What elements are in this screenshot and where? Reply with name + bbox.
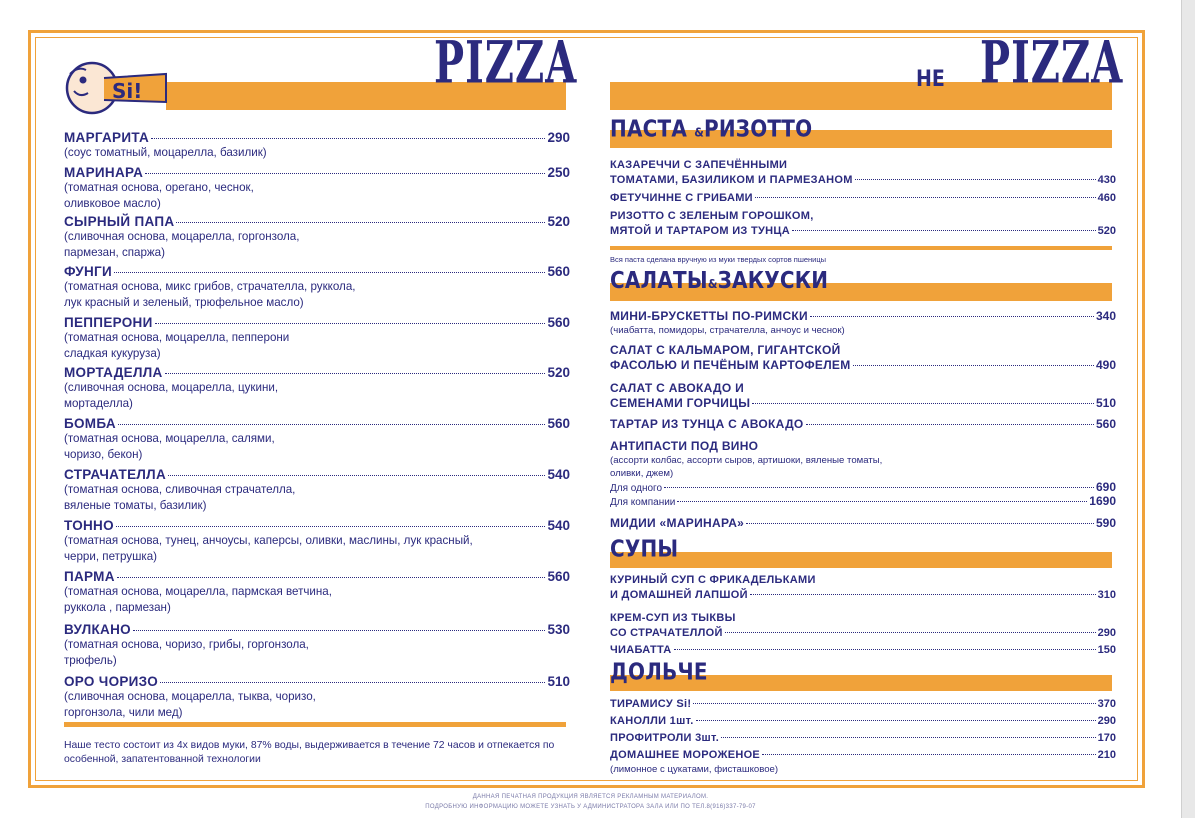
menu-item: САЛАТ С АВОКАДО И СЕМЕНАМИ ГОРЧИЦЫ 510	[610, 381, 1116, 410]
item-price: 560	[547, 264, 570, 279]
menu-item: КАНОЛЛИ 1шт. 290	[610, 715, 1116, 727]
pasta-title: ПАСТА &РИЗОТТО	[610, 114, 813, 142]
item-description: (томатная основа, орегано, чеснок,	[64, 181, 254, 194]
salads-title: САЛАТЫ&ЗАКУСКИ	[610, 266, 829, 294]
menu-item	[64, 130, 570, 161]
menu-item: РИЗОТТО С ЗЕЛЕНЫМ ГОРОШКОМ, МЯТОЙ И ТАРТАРОМ ИЗ ТУНЦА 520	[610, 210, 1116, 237]
menu-item: ФЕТУЧИННЕ С ГРИБАМИ 460	[610, 192, 1116, 204]
item-description: (сливочная основа, моцарелла, цукини,	[64, 381, 279, 394]
footer-line-1: ДАННАЯ ПЕЧАТНАЯ ПРОДУКЦИЯ ЯВЛЯЕТСЯ РЕКЛАМНЫМ МАТЕРИАЛОМ.	[472, 794, 709, 800]
left-bottom-bar	[64, 722, 566, 727]
item-name: ВУЛКАНО	[64, 622, 131, 637]
item-price: 530	[547, 622, 570, 637]
logo-text: Si!	[112, 79, 143, 103]
item-description: руккола , пармезан)	[64, 600, 171, 614]
item-description: (томатная основа, моцарелла, пепперони	[64, 331, 290, 344]
menu-item: МИНИ-БРУСКЕТТЫ ПО-РИМСКИ 340 (чиабатта, помидоры, страчателла, анчоус и чеснок)	[610, 309, 1116, 336]
menu-item: САЛАТ С КАЛЬМАРОМ, ГИГАНТСКОЙ ФАСОЛЬЮ И ПЕЧЁНЫМ КАРТОФЕЛЕМ 490	[610, 343, 1116, 372]
menu-item	[64, 518, 570, 564]
item-description: (томатная основа, моцарелла, пармская ветчина,	[64, 585, 332, 598]
item-price: 250	[547, 165, 570, 180]
menu-item	[64, 569, 570, 615]
item-name: ПАРМА	[64, 569, 115, 584]
item-name: ТОННО	[64, 518, 114, 533]
pasta-divider	[610, 246, 1112, 250]
footer-line-2: ПОДРОБНУЮ ИНФОРМАЦИЮ МОЖЕТЕ УЗНАТЬ У АДМИНИСТРАТОРА ЗАЛА ИЛИ ПО ТЕЛ.8(916)337-79-07	[425, 804, 756, 810]
item-name: СЫРНЫЙ ПАПА	[64, 214, 175, 229]
item-price: 520	[547, 365, 570, 380]
item-description: горгонзола, чили мед)	[64, 705, 183, 719]
item-description: (томатная основа, сливочная страчателла,	[64, 483, 296, 496]
page-edge	[1181, 0, 1195, 818]
item-name: СТРАЧАТЕЛЛА	[64, 467, 167, 482]
menu-item	[64, 264, 570, 310]
ne-label: НЕ	[916, 66, 945, 92]
menu-item	[64, 315, 570, 361]
menu-item	[64, 165, 570, 211]
menu-item	[64, 622, 570, 668]
item-price: 540	[547, 467, 570, 482]
right-title: PIZZA	[980, 28, 1124, 97]
item-description: (сливочная основа, моцарелла, горгонзола,	[64, 230, 300, 243]
menu-item: КУРИНЫЙ СУП С ФРИКАДЕЛЬКАМИ И ДОМАШНЕЙ ЛАПШОЙ 310	[610, 574, 1116, 601]
menu-item: МИДИИ «МАРИНАРА» 590	[610, 516, 1116, 530]
menu-item: КРЕМ-СУП ИЗ ТЫКВЫ СО СТРАЧАТЕЛЛОЙ 290	[610, 612, 1116, 639]
item-description: (томатная основа, моцарелла, салями,	[64, 432, 275, 445]
item-description: черри, петрушка)	[64, 549, 158, 563]
menu-item: КАЗАРЕЧЧИ С ЗАПЕЧЁННЫМИ ТОМАТАМИ, БАЗИЛИКОМ И ПАРМЕЗАНОМ 430	[610, 159, 1116, 186]
item-name: ПЕППЕРОНИ	[64, 315, 153, 330]
menu-item: ТИРАМИСУ Si! 370	[610, 698, 1116, 710]
item-price: 560	[547, 315, 570, 330]
dough-note: Наше тесто состоит из 4х видов муки, 87% воды, выдерживается в течение 72 часов и отпекается по особенной, запатентованной технологии	[64, 740, 555, 765]
menu-item: ПРОФИТРОЛИ 3шт. 170	[610, 732, 1116, 744]
item-price: 540	[547, 518, 570, 533]
item-name: МОРТАДЕЛЛА	[64, 365, 163, 380]
item-name: МАРИНАРА	[64, 165, 144, 180]
menu-item	[64, 416, 570, 462]
soups-bar	[610, 552, 1112, 568]
menu-item: ЧИАБАТТА 150	[610, 644, 1116, 656]
item-description: (томатная основа, тунец, анчоусы, каперсы, оливки, маслины, лук красный,	[64, 534, 473, 547]
menu-item: ДОМАШНЕЕ МОРОЖЕНОЕ 210 (лимонное с цукатами, фисташковое)	[610, 749, 1116, 775]
item-description: (соус томатный, моцарелла, базилик)	[64, 146, 267, 159]
item-name: МАРГАРИТА	[64, 130, 150, 145]
soups-title: СУПЫ	[610, 534, 679, 562]
item-price: 520	[547, 214, 570, 229]
logo	[64, 60, 168, 116]
menu-item	[64, 674, 570, 720]
item-name: ФУНГИ	[64, 264, 113, 279]
menu-item: ТАРТАР ИЗ ТУНЦА С АВОКАДО 560	[610, 417, 1116, 431]
item-description: лук красный и зеленый, трюфельное масло)	[64, 295, 304, 309]
menu-item: АНТИПАСТИ ПОД ВИНО (ассорти колбас, ассорти сыров, артишоки, вяленые томаты, оливки, джем) Для одного 690 Для компании 1690	[610, 439, 1116, 508]
item-description: оливковое масло)	[64, 196, 161, 210]
item-description: (томатная основа, микс грибов, страчателла, руккола,	[64, 280, 356, 293]
dolce-title: ДОЛЬЧЕ	[610, 657, 708, 685]
item-price: 560	[547, 416, 570, 431]
left-title: PIZZA	[434, 28, 578, 97]
item-name: БОМБА	[64, 416, 116, 431]
item-price: 510	[547, 674, 570, 689]
menu-item	[64, 365, 570, 411]
item-description: вяленые томаты, базилик)	[64, 498, 207, 512]
pasta-note: Вся паста сделана вручную из муки твердых сортов пшеницы	[610, 255, 827, 264]
item-description: пармезан, спаржа)	[64, 245, 165, 259]
item-description: чоризо, бекон)	[64, 447, 143, 461]
item-description: (томатная основа, чоризо, грибы, горгонзола,	[64, 638, 309, 651]
menu-item	[64, 214, 570, 260]
item-description: мортаделла)	[64, 396, 133, 410]
item-name: ОРО ЧОРИЗО	[64, 674, 159, 689]
item-description: (сливочная основа, моцарелла, тыква, чоризо,	[64, 690, 316, 703]
item-description: сладкая кукуруза)	[64, 346, 161, 360]
menu-item	[64, 467, 570, 513]
item-description: трюфель)	[64, 653, 117, 667]
item-price: 290	[547, 130, 570, 145]
item-price: 560	[547, 569, 570, 584]
